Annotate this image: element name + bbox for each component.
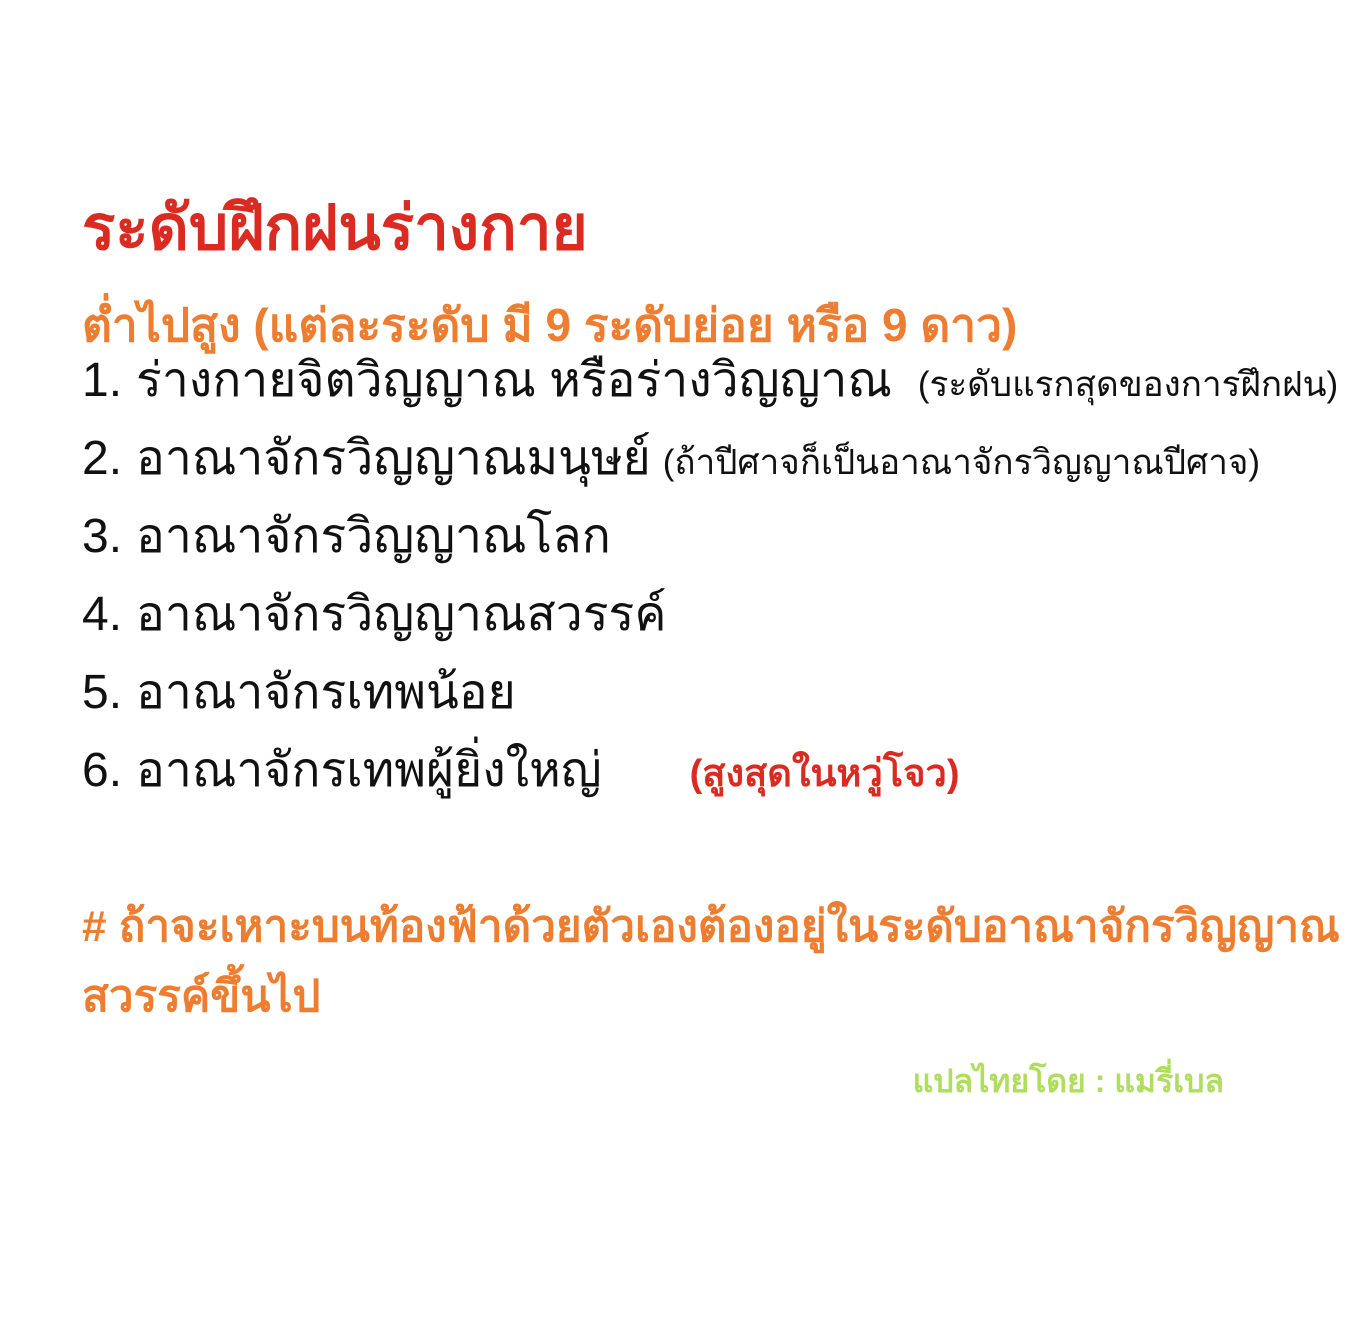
subtitle: ต่ำไปสูง (แต่ละระดับ มี 9 ระดับย่อย หรือ 9 ดาว)	[82, 299, 1018, 352]
list-item	[82, 498, 1338, 576]
list-item	[82, 576, 1338, 654]
level-list	[82, 342, 1338, 810]
footnote-line: สวรรค์ขึ้นไป	[82, 972, 321, 1021]
item-note-highlight: (สูงสุดในหวู่โจว)	[689, 753, 960, 795]
item-number: 2.	[82, 432, 123, 485]
item-text: อาณาจักรวิญญาณมนุษย์	[136, 432, 651, 485]
item-number: 5.	[82, 666, 123, 719]
page-title: ระดับฝึกฝนร่างกาย	[82, 193, 588, 263]
item-text: อาณาจักรเทพผู้ยิ่งใหญ่	[136, 744, 602, 797]
footnote-line: # ถ้าจะเหาะบนท้องฟ้าด้วยตัวเองต้องอยู่ในระดับอาณาจักรวิญญาณ	[82, 902, 1340, 951]
item-number: 1.	[82, 354, 123, 407]
item-note: (ถ้าปีศาจก็เป็นอาณาจักรวิญญาณปีศาจ)	[662, 443, 1261, 482]
item-note: (ระดับแรกสุดของการฝึกฝน)	[917, 365, 1339, 404]
item-text: อาณาจักรเทพน้อย	[136, 666, 516, 719]
list-item	[82, 654, 1338, 732]
list-item	[82, 342, 1338, 420]
item-number: 3.	[82, 510, 123, 563]
translator-credit: แปลไทยโดย : แมรี่เบล	[912, 1063, 1224, 1099]
item-text: อาณาจักรวิญญาณสวรรค์	[136, 588, 667, 641]
list-item	[82, 420, 1338, 498]
item-text: ร่างกายจิตวิญญาณ หรือร่างวิญญาณ	[136, 354, 892, 407]
item-number: 4.	[82, 588, 123, 641]
list-item	[82, 732, 1338, 810]
item-text: อาณาจักรวิญญาณโลก	[136, 510, 611, 563]
footnote	[82, 892, 1340, 1032]
item-number: 6.	[82, 744, 123, 797]
